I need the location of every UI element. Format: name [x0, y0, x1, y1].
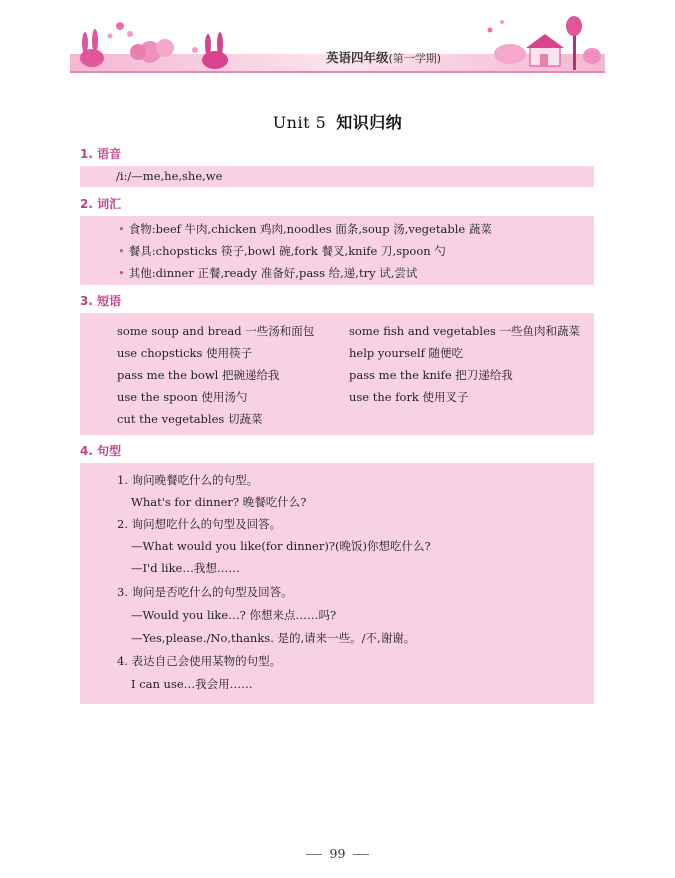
sentence-line: —I'd like…我想…… — [131, 561, 240, 575]
section-heading-pronunciation: 1. 语音 — [80, 147, 122, 161]
sentence-line: —Would you like…? 你想来点……吗? — [131, 608, 337, 622]
phrase-item: use the spoon 使用汤勺 — [117, 390, 248, 404]
header-rule — [70, 71, 605, 73]
unit-title-text: 知识归纳 — [336, 113, 403, 132]
vocabulary-item-text: 其他:dinner 正餐,ready 准备好,pass 给,递,try 试,尝试 — [128, 266, 418, 280]
section-heading-vocabulary: 2. 词汇 — [80, 197, 122, 211]
vocabulary-item — [118, 221, 492, 237]
sentence-line: 4. 表达自己会使用某物的句型。 — [117, 654, 282, 668]
pronunciation-line: /i:/—me,he,she,we — [116, 169, 223, 183]
phrase-item: help yourself 随便吃 — [349, 346, 464, 360]
page-number: 99 — [329, 846, 346, 861]
phrase-item: use chopsticks 使用筷子 — [117, 346, 253, 360]
unit-title — [0, 110, 675, 133]
phrase-item: pass me the bowl 把碗递给我 — [117, 368, 280, 382]
book-title — [326, 48, 441, 66]
rabbit-left-icon — [80, 29, 104, 67]
vocabulary-item — [118, 243, 446, 259]
sentence-line: —Yes,please./No,thanks. 是的,请来一些。/不,谢谢。 — [131, 631, 416, 645]
page-footer — [0, 846, 675, 861]
footer-dash-right — [353, 854, 369, 855]
unit-number: Unit 5 — [272, 113, 327, 132]
phrase-item: some fish and vegetables 一些鱼肉和蔬菜 — [349, 324, 580, 338]
header-decoration — [70, 8, 605, 78]
pronunciation-box — [80, 166, 594, 187]
sentence-line: What's for dinner? 晚餐吃什么? — [131, 495, 307, 509]
section-heading-phrases: 3. 短语 — [80, 294, 122, 308]
sentence-line: 3. 询问是否吃什么的句型及回答。 — [117, 585, 293, 599]
sentence-line: 2. 询问想吃什么的句型及回答。 — [117, 517, 282, 531]
vocabulary-item — [118, 265, 417, 281]
phrase-item: some soup and bread 一些汤和面包 — [117, 324, 315, 338]
sentence-line: I can use…我会用…… — [131, 677, 253, 691]
bullet-icon: • — [118, 244, 125, 258]
sentences-box — [80, 463, 594, 704]
page-header — [70, 8, 605, 78]
phrase-item: cut the vegetables 切蔬菜 — [117, 412, 263, 426]
vocabulary-item-text: 食物:beef 牛肉,chicken 鸡肉,noodles 面条,soup 汤,vegetable 蔬菜 — [128, 222, 492, 236]
bullet-icon: • — [118, 222, 125, 236]
phrase-item: use the fork 使用叉子 — [349, 390, 469, 404]
vocabulary-item-text: 餐具:chopsticks 筷子,bowl 碗,fork 餐叉,knife 刀,spoon 勺 — [128, 244, 446, 258]
bullet-icon: • — [118, 266, 125, 280]
phrases-box — [80, 313, 594, 435]
footer-dash-left — [306, 854, 322, 855]
book-title-main: 英语四年级 — [326, 50, 389, 65]
section-heading-sentences: 4. 句型 — [80, 444, 122, 458]
book-title-sub: (第一学期) — [388, 52, 442, 65]
sentence-line: 1. 询问晚餐吃什么的句型。 — [117, 473, 259, 487]
phrase-item: pass me the knife 把刀递给我 — [349, 368, 513, 382]
vocabulary-box — [80, 216, 594, 285]
sentence-line: —What would you like(for dinner)?(晚饭)你想吃什么? — [131, 539, 431, 553]
